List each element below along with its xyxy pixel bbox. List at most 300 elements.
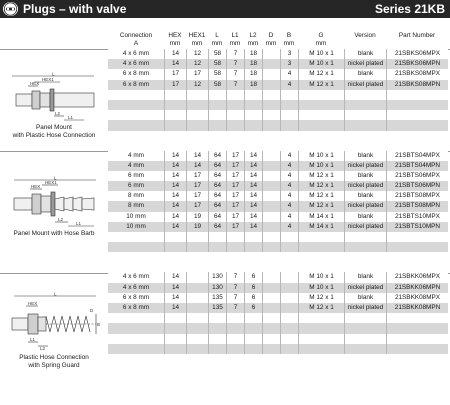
page-title: Plugs – with valve bbox=[23, 2, 127, 16]
table-cell: 4 bbox=[280, 222, 298, 232]
table-cell bbox=[262, 171, 280, 181]
table-cell bbox=[298, 323, 344, 333]
table-cell bbox=[164, 313, 186, 323]
diagram-label-hex: HEX bbox=[28, 301, 38, 306]
table-cell: 21SBTS06MPX bbox=[386, 171, 448, 181]
col-unit: mm bbox=[315, 40, 327, 47]
table-cell bbox=[262, 191, 280, 201]
table-cell: 14 bbox=[244, 181, 262, 191]
table-cell bbox=[164, 100, 186, 110]
col-header-part-number bbox=[386, 32, 448, 48]
table-cell bbox=[244, 334, 262, 344]
table-cell bbox=[164, 323, 186, 333]
table-cell bbox=[208, 110, 226, 120]
table-row bbox=[108, 313, 448, 323]
table-cell: blank bbox=[344, 49, 386, 59]
col-unit: mm bbox=[247, 40, 259, 47]
table-cell bbox=[226, 100, 244, 110]
table-cell: 14 bbox=[244, 212, 262, 222]
diagram-spring-guard bbox=[2, 292, 106, 370]
diagram-label-hex: HEX bbox=[31, 184, 41, 189]
table-cell: blank bbox=[344, 171, 386, 181]
table-cell: 12 bbox=[186, 59, 208, 69]
col-header-l bbox=[208, 32, 226, 48]
table-cell: 14 bbox=[164, 59, 186, 69]
series-label: Series 21KB bbox=[374, 2, 445, 16]
table-cell bbox=[280, 110, 298, 120]
table-cell: blank bbox=[344, 293, 386, 303]
table-cell: 18 bbox=[244, 69, 262, 79]
table-cell: 17 bbox=[226, 191, 244, 201]
table-cell: blank bbox=[344, 151, 386, 161]
table-cell bbox=[226, 242, 244, 252]
table-cell bbox=[244, 242, 262, 252]
table-cell bbox=[298, 313, 344, 323]
table-cell: 17 bbox=[164, 69, 186, 79]
table-cell: blank bbox=[344, 69, 386, 79]
table-row bbox=[108, 222, 448, 232]
table-cell: 4 x 6 mm bbox=[122, 283, 150, 291]
table-cell bbox=[164, 334, 186, 344]
table-cell: 58 bbox=[208, 49, 226, 59]
table-cell: 4 bbox=[280, 80, 298, 90]
table-row bbox=[108, 181, 448, 191]
table-cell: 8 mm bbox=[128, 202, 144, 210]
col-name: L1 bbox=[231, 32, 239, 39]
table-cell bbox=[208, 313, 226, 323]
table-cell bbox=[244, 120, 262, 130]
table-cell bbox=[344, 344, 386, 354]
col-unit: mm bbox=[265, 40, 277, 47]
table-cell bbox=[262, 100, 280, 110]
table-cell bbox=[262, 161, 280, 171]
table-cell bbox=[280, 272, 298, 282]
table-row bbox=[108, 69, 448, 79]
table-cell bbox=[298, 120, 344, 130]
table-cell bbox=[280, 232, 298, 242]
table-cell bbox=[280, 313, 298, 323]
table-cell: 4 bbox=[280, 191, 298, 201]
table-cell: 58 bbox=[208, 80, 226, 90]
table-cell: 21SBTS10MPX bbox=[386, 212, 448, 222]
table-cell bbox=[280, 334, 298, 344]
table-cell: 64 bbox=[208, 151, 226, 161]
table-cell: 6 bbox=[244, 272, 262, 282]
section-caption bbox=[2, 230, 106, 238]
col-name: L2 bbox=[249, 32, 257, 39]
table-cell bbox=[208, 100, 226, 110]
caption-line: with Spring Guard bbox=[28, 362, 80, 369]
table-cell bbox=[344, 232, 386, 242]
table-cell: nickel plated bbox=[344, 201, 386, 211]
table-cell: 64 bbox=[208, 171, 226, 181]
table-cell bbox=[344, 313, 386, 323]
table-cell: nickel plated bbox=[344, 283, 386, 293]
col-header-b bbox=[280, 32, 298, 48]
table-cell: 21SBTS08MPN bbox=[386, 201, 448, 211]
table-cell bbox=[262, 90, 280, 100]
table-cell: M 10 x 1 bbox=[298, 272, 344, 282]
table-cell: 14 bbox=[164, 283, 186, 293]
table-cell bbox=[244, 110, 262, 120]
table-cell: M 10 x 1 bbox=[298, 49, 344, 59]
table-cell bbox=[164, 344, 186, 354]
table-cell bbox=[386, 120, 448, 130]
table-cell: 4 bbox=[280, 161, 298, 171]
table-cell bbox=[186, 323, 208, 333]
table-cell: M 10 x 1 bbox=[298, 151, 344, 161]
table-cell bbox=[262, 212, 280, 222]
table-cell bbox=[208, 90, 226, 100]
table-cell bbox=[108, 120, 164, 130]
table-cell: 12 bbox=[186, 49, 208, 59]
diagram-label-hex1: HEX1 bbox=[45, 180, 57, 185]
table-cell bbox=[108, 334, 164, 344]
table-cell: 14 bbox=[164, 212, 186, 222]
table-cell: 14 bbox=[164, 222, 186, 232]
table-cell bbox=[262, 181, 280, 191]
table-cell: M 12 x 1 bbox=[298, 69, 344, 79]
table-cell: 14 bbox=[164, 272, 186, 282]
table-cell bbox=[386, 334, 448, 344]
col-name: D bbox=[268, 32, 274, 39]
table-cell bbox=[186, 303, 208, 313]
table-cell: 6 mm bbox=[128, 171, 144, 179]
table-cell bbox=[208, 344, 226, 354]
table-cell bbox=[208, 323, 226, 333]
table-cell: 14 bbox=[164, 161, 186, 171]
diagram-label-l2: L2 bbox=[55, 111, 61, 116]
table-cell: 12 bbox=[186, 80, 208, 90]
table-row bbox=[108, 49, 448, 59]
table-cell bbox=[244, 323, 262, 333]
table-row bbox=[108, 242, 448, 252]
table-cell bbox=[186, 100, 208, 110]
table-cell: 21SBTS10MPN bbox=[386, 222, 448, 232]
table-cell bbox=[280, 242, 298, 252]
table-cell bbox=[226, 334, 244, 344]
table-cell: 4 bbox=[280, 212, 298, 222]
table-cell: 21SBKK08MPX bbox=[386, 293, 448, 303]
table-cell: 135 bbox=[208, 293, 226, 303]
table-cell: M 10 x 1 bbox=[298, 283, 344, 293]
section-gap bbox=[108, 252, 448, 272]
table-cell bbox=[262, 313, 280, 323]
table-row bbox=[108, 191, 448, 201]
table-row bbox=[108, 80, 448, 90]
table-cell bbox=[226, 90, 244, 100]
table-cell: 4 mm bbox=[128, 161, 144, 169]
table-cell: 17 bbox=[226, 161, 244, 171]
table-cell bbox=[108, 232, 164, 242]
table-row bbox=[108, 110, 448, 120]
table-cell: 7 bbox=[226, 303, 244, 313]
table-cell bbox=[280, 90, 298, 100]
table-row bbox=[108, 232, 448, 242]
col-name: L bbox=[215, 32, 219, 39]
table-cell: blank bbox=[344, 272, 386, 282]
table-cell: 14 bbox=[244, 201, 262, 211]
table-cell bbox=[226, 232, 244, 242]
table-cell: 18 bbox=[244, 49, 262, 59]
table-cell bbox=[386, 100, 448, 110]
table-cell: blank bbox=[344, 191, 386, 201]
table-cell bbox=[344, 242, 386, 252]
diagram-label-hex: HEX bbox=[30, 81, 40, 86]
table-cell: 7 bbox=[226, 59, 244, 69]
table-cell: 64 bbox=[208, 222, 226, 232]
table-cell: nickel plated bbox=[344, 222, 386, 232]
table-cell bbox=[280, 100, 298, 110]
table-cell bbox=[262, 283, 280, 293]
table-cell bbox=[164, 90, 186, 100]
table-cell: 4 x 6 mm bbox=[122, 273, 150, 281]
table-cell bbox=[262, 110, 280, 120]
table-cell: M 12 x 1 bbox=[298, 171, 344, 181]
table-cell: 7 bbox=[226, 293, 244, 303]
table-cell: 7 bbox=[226, 80, 244, 90]
table-cell bbox=[262, 303, 280, 313]
table-cell bbox=[226, 313, 244, 323]
table-cell: 14 bbox=[244, 171, 262, 181]
col-name: HEX1 bbox=[188, 32, 206, 39]
table-cell: 64 bbox=[208, 161, 226, 171]
section-gap bbox=[108, 131, 448, 151]
table-cell: 14 bbox=[164, 303, 186, 313]
diagram-label-l2: L2 bbox=[58, 217, 64, 222]
table-cell: M 10 x 1 bbox=[298, 161, 344, 171]
table-cell: 17 bbox=[186, 181, 208, 191]
table-cell: 4 x 6 mm bbox=[122, 60, 150, 68]
table-cell: 14 bbox=[164, 181, 186, 191]
drawing-panel-mount-barb bbox=[4, 176, 104, 230]
table-cell bbox=[208, 232, 226, 242]
table-cell bbox=[262, 222, 280, 232]
table-cell: 21SBKK08MPN bbox=[386, 303, 448, 313]
table-cell bbox=[108, 110, 164, 120]
table-cell: M 12 x 1 bbox=[298, 191, 344, 201]
table-cell bbox=[386, 232, 448, 242]
table-cell: nickel plated bbox=[344, 181, 386, 191]
caption-line: Panel Mount with Hose Barb bbox=[13, 230, 95, 237]
table-cell bbox=[280, 283, 298, 293]
table-cell: 21SBKS06MPX bbox=[386, 49, 448, 59]
table-cell bbox=[386, 242, 448, 252]
table-cell bbox=[186, 283, 208, 293]
section-caption bbox=[2, 354, 106, 370]
table-row bbox=[108, 323, 448, 333]
diagram-label-d: D bbox=[90, 308, 94, 313]
table-cell: 4 bbox=[280, 171, 298, 181]
table-cell: 14 bbox=[164, 171, 186, 181]
col-header-hex1 bbox=[186, 32, 208, 48]
table-cell bbox=[262, 49, 280, 59]
table-cell bbox=[108, 313, 164, 323]
table-cell bbox=[108, 323, 164, 333]
col-header-connection bbox=[108, 32, 164, 48]
table-cell bbox=[262, 69, 280, 79]
table-cell bbox=[186, 110, 208, 120]
table-cell bbox=[262, 59, 280, 69]
table-cell: 3 bbox=[280, 49, 298, 59]
table-cell: 14 bbox=[164, 201, 186, 211]
table-cell bbox=[226, 344, 244, 354]
col-unit: mm bbox=[211, 40, 223, 47]
table-row bbox=[108, 344, 448, 354]
table-cell: 19 bbox=[186, 212, 208, 222]
caption-line: with Plastic Hose Connection bbox=[12, 132, 96, 139]
table-cell: nickel plated bbox=[344, 59, 386, 69]
table-cell bbox=[208, 334, 226, 344]
table-cell bbox=[344, 323, 386, 333]
diagram-label-l: L bbox=[54, 292, 57, 297]
table-cell: M 14 x 1 bbox=[298, 212, 344, 222]
table-cell: 6 mm bbox=[128, 182, 144, 190]
table-row bbox=[108, 171, 448, 181]
table-cell bbox=[244, 313, 262, 323]
col-header-hex bbox=[164, 32, 186, 48]
table-cell: 10 mm bbox=[126, 212, 146, 220]
table-row bbox=[108, 201, 448, 211]
table-cell: 14 bbox=[164, 151, 186, 161]
table-cell: M 12 x 1 bbox=[298, 293, 344, 303]
table-cell: 8 mm bbox=[128, 192, 144, 200]
table-cell bbox=[280, 344, 298, 354]
table-cell: M 12 x 1 bbox=[298, 303, 344, 313]
table-cell bbox=[108, 242, 164, 252]
col-name: HEX bbox=[168, 32, 182, 39]
table-cell: 6 x 8 mm bbox=[122, 303, 150, 311]
table-cell bbox=[344, 90, 386, 100]
table-cell bbox=[186, 272, 208, 282]
table-cell: 14 bbox=[244, 191, 262, 201]
table-cell: 10 mm bbox=[126, 222, 146, 230]
table-cell bbox=[280, 293, 298, 303]
diagram-label-l1: L1 bbox=[68, 115, 74, 120]
table-cell: 17 bbox=[186, 171, 208, 181]
table-cell: 58 bbox=[208, 69, 226, 79]
table-cell: 21SBTS08MPX bbox=[386, 191, 448, 201]
table-cell bbox=[108, 344, 164, 354]
table-cell bbox=[298, 110, 344, 120]
table-cell bbox=[344, 120, 386, 130]
table-cell: blank bbox=[344, 212, 386, 222]
col-unit: mm bbox=[191, 40, 203, 47]
table-cell: 4 mm bbox=[128, 151, 144, 159]
table-cell: 64 bbox=[208, 201, 226, 211]
table-cell bbox=[262, 242, 280, 252]
table-cell: 17 bbox=[226, 171, 244, 181]
section-caption bbox=[2, 124, 106, 140]
table-cell bbox=[186, 120, 208, 130]
table-cell bbox=[298, 90, 344, 100]
table-cell bbox=[344, 334, 386, 344]
col-unit: A bbox=[133, 40, 139, 47]
table-cell: 6 x 8 mm bbox=[122, 70, 150, 78]
header-bar bbox=[0, 0, 450, 18]
table-row bbox=[108, 59, 448, 69]
table-cell: 21SBTS04MPX bbox=[386, 151, 448, 161]
col-name: Connection bbox=[119, 32, 153, 39]
table-cell: 14 bbox=[186, 161, 208, 171]
table-cell: 18 bbox=[244, 80, 262, 90]
table-cell: 7 bbox=[226, 69, 244, 79]
table-cell: 21SBTS06MPN bbox=[386, 181, 448, 191]
table-cell: 4 x 6 mm bbox=[122, 50, 150, 57]
table-cell bbox=[386, 110, 448, 120]
table-cell: 18 bbox=[244, 59, 262, 69]
table-cell: 14 bbox=[244, 151, 262, 161]
table-cell: 21SBKS08MPX bbox=[386, 69, 448, 79]
table-cell bbox=[208, 242, 226, 252]
table-cell: 130 bbox=[208, 283, 226, 293]
table-cell: 19 bbox=[186, 222, 208, 232]
table-row bbox=[108, 293, 448, 303]
table-row bbox=[108, 90, 448, 100]
table-cell bbox=[262, 232, 280, 242]
table-cell bbox=[298, 100, 344, 110]
col-header-version bbox=[344, 32, 386, 48]
table-cell: 21SBKS06MPN bbox=[386, 59, 448, 69]
table-cell: 17 bbox=[186, 191, 208, 201]
table-cell: M 12 x 1 bbox=[298, 201, 344, 211]
table-cell bbox=[186, 90, 208, 100]
table-cell: 21SBKK06MPX bbox=[386, 272, 448, 282]
table-cell: 21SBTS04MPN bbox=[386, 161, 448, 171]
table-cell bbox=[226, 120, 244, 130]
table-cell bbox=[244, 344, 262, 354]
table-row bbox=[108, 161, 448, 171]
table-row bbox=[108, 334, 448, 344]
table-cell bbox=[298, 344, 344, 354]
table-cell bbox=[262, 201, 280, 211]
col-name: B bbox=[286, 32, 292, 39]
table-cell: 14 bbox=[164, 191, 186, 201]
diagram-label-l1: L1 bbox=[76, 221, 82, 226]
table-cell: 17 bbox=[226, 222, 244, 232]
table-cell: 17 bbox=[186, 201, 208, 211]
table-cell bbox=[344, 100, 386, 110]
table-cell: 4 bbox=[280, 201, 298, 211]
table-row bbox=[108, 272, 448, 282]
table-cell bbox=[262, 323, 280, 333]
table-row bbox=[108, 283, 448, 293]
table-cell: M 12 x 1 bbox=[298, 80, 344, 90]
table-cell: 64 bbox=[208, 191, 226, 201]
table-cell: 17 bbox=[226, 181, 244, 191]
table-cell bbox=[298, 232, 344, 242]
table-cell bbox=[164, 242, 186, 252]
col-unit: mm bbox=[229, 40, 241, 47]
col-header-g bbox=[298, 32, 344, 48]
table-cell: 21SBKS08MPN bbox=[386, 80, 448, 90]
table-cell bbox=[280, 303, 298, 313]
table-cell bbox=[226, 110, 244, 120]
diagram-panel-mount-barb bbox=[2, 176, 106, 238]
table-cell: 17 bbox=[226, 151, 244, 161]
table-cell: 64 bbox=[208, 212, 226, 222]
table-cell bbox=[164, 110, 186, 120]
table-cell: M 14 x 1 bbox=[298, 222, 344, 232]
table-cell bbox=[244, 100, 262, 110]
caption-line: Plastic Hose Connection bbox=[19, 354, 89, 361]
table-cell: 7 bbox=[226, 272, 244, 282]
table-cell bbox=[186, 344, 208, 354]
col-name: Version bbox=[354, 32, 376, 39]
diagram-label-l: L bbox=[54, 176, 57, 181]
table-cell: 6 x 8 mm bbox=[122, 80, 150, 88]
table-cell: 6 bbox=[244, 283, 262, 293]
